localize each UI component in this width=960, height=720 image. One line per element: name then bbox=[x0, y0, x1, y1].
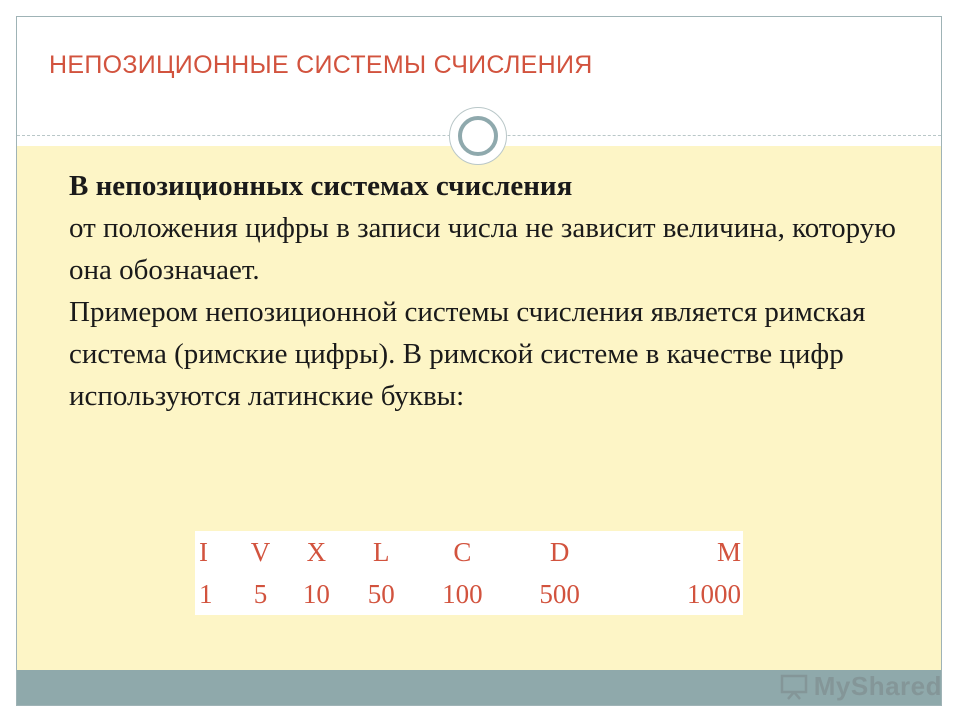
roman-value: 5 bbox=[253, 578, 268, 609]
roman-symbol: D bbox=[549, 536, 570, 567]
roman-value: 500 bbox=[539, 578, 580, 609]
presentation-board-icon bbox=[780, 674, 808, 700]
paragraph-2 bbox=[33, 291, 933, 417]
roman-symbol: L bbox=[372, 536, 390, 567]
roman-symbol: X bbox=[306, 536, 327, 567]
roman-value: 1000 bbox=[687, 578, 741, 609]
roman-symbol: M bbox=[716, 536, 741, 567]
decorative-circle-icon bbox=[449, 107, 507, 165]
body-text bbox=[33, 165, 933, 417]
paragraph-2-text: Примером непозиционной системы счисления является римская система (римские цифры). В римской системе в качестве цифр используются латинские буквы bbox=[69, 296, 866, 412]
table-row-values bbox=[195, 573, 743, 615]
roman-value: 100 bbox=[442, 578, 483, 609]
watermark bbox=[780, 671, 942, 702]
roman-symbol: I bbox=[199, 536, 208, 567]
table-row-symbols bbox=[195, 531, 743, 573]
slide-title: НЕПОЗИЦИОННЫЕ СИСТЕМЫ СЧИСЛЕНИЯ bbox=[49, 51, 593, 79]
paragraph-1-heading: В непозиционных системах счисления bbox=[69, 170, 573, 202]
roman-value: 1 bbox=[199, 578, 213, 609]
roman-symbol: C bbox=[453, 536, 472, 567]
watermark-text: MyShared bbox=[813, 671, 942, 701]
paragraph-2-colon: : bbox=[456, 380, 465, 412]
paragraph-1: от положения цифры в записи числа не зависит величина, которую она обозначает. bbox=[69, 212, 896, 286]
roman-value: 50 bbox=[367, 578, 395, 609]
roman-numerals-table bbox=[195, 531, 743, 615]
slide bbox=[16, 16, 942, 706]
roman-value: 10 bbox=[302, 578, 330, 609]
roman-symbol: V bbox=[250, 536, 271, 567]
